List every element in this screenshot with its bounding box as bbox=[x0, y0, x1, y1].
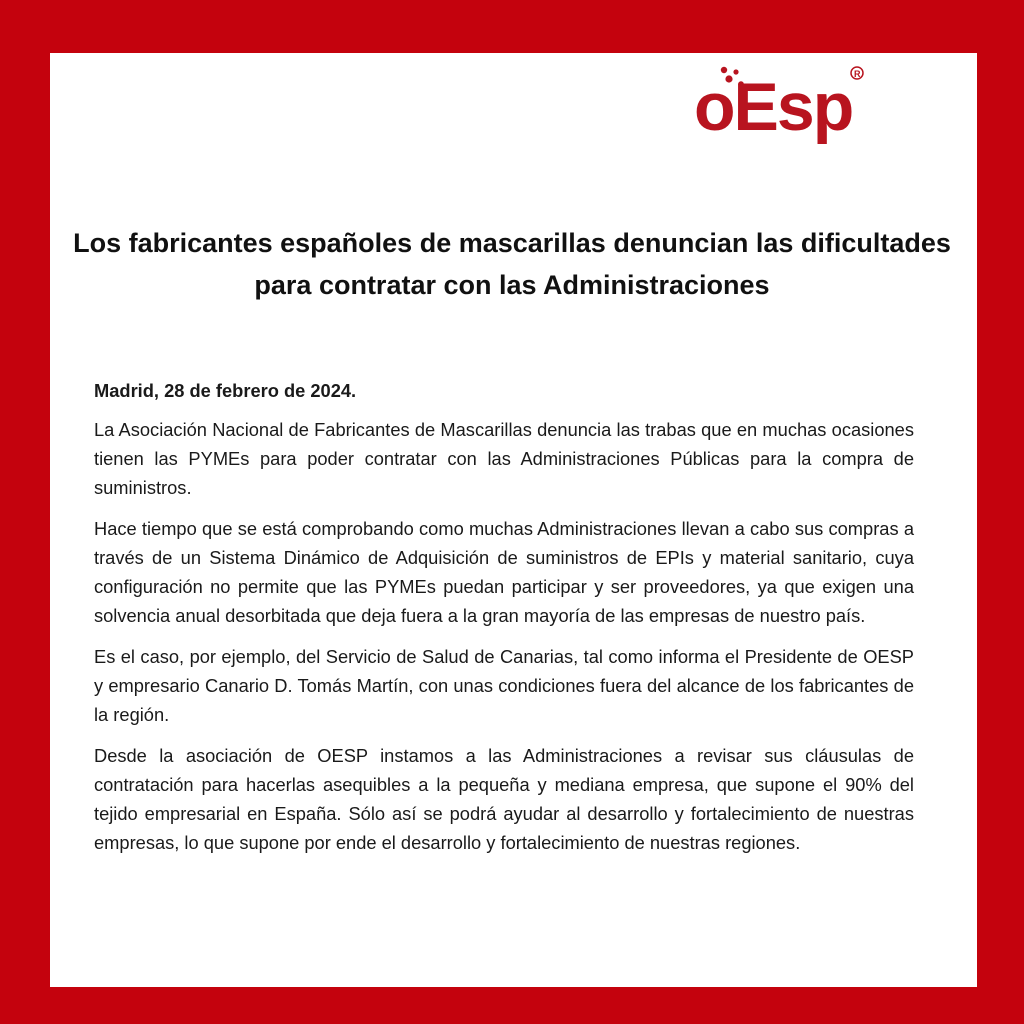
press-release-title: Los fabricantes españoles de mascarillas denuncian las dificultades para contratar con las Administraciones bbox=[73, 228, 951, 300]
paragraph: Hace tiempo que se está comprobando como muchas Administraciones llevan a cabo sus compras a través de un Sistema Dinámico de Adquisición de suministros de EPIs y material sanitario, cuya configuración no permite que las PYMEs puedan participar y ser proveedores, ya que exigen una solvencia anual desorbitada que deja fuera a la gran mayoría de las empresas de nuestro país. bbox=[94, 518, 914, 626]
svg-text:oEsp: oEsp bbox=[694, 69, 853, 145]
paragraph: Es el caso, por ejemplo, del Servicio de Salud de Canarias, tal como informa el Presidente de OESP y empresario Canario D. Tomás Martín, con unas condiciones fuera del alcance de los fabricantes de la región. bbox=[94, 646, 914, 725]
press-release-body bbox=[94, 376, 914, 869]
dateline: Madrid, 28 de febrero de 2024. bbox=[94, 380, 357, 401]
paragraph: Desde la asociación de OESP instamos a las Administraciones a revisar sus cláusulas de contratación para hacerlas asequibles a la pequeña y mediana empresa, que supone el 90% del tejido empresarial en España. Sólo así se podrá ayudar al desarrollo y fortalecimiento de nuestras empresas, lo que supone por ende el desarrollo y fortalecimiento de nuestras regiones. bbox=[94, 745, 914, 853]
paragraph: La Asociación Nacional de Fabricantes de Mascarillas denuncia las trabas que en muchas ocasiones tienen las PYMEs para poder contratar con las Administraciones Públicas para la compra de suministros. bbox=[94, 419, 914, 498]
oesp-logo bbox=[694, 62, 869, 146]
svg-text:R: R bbox=[854, 69, 861, 79]
